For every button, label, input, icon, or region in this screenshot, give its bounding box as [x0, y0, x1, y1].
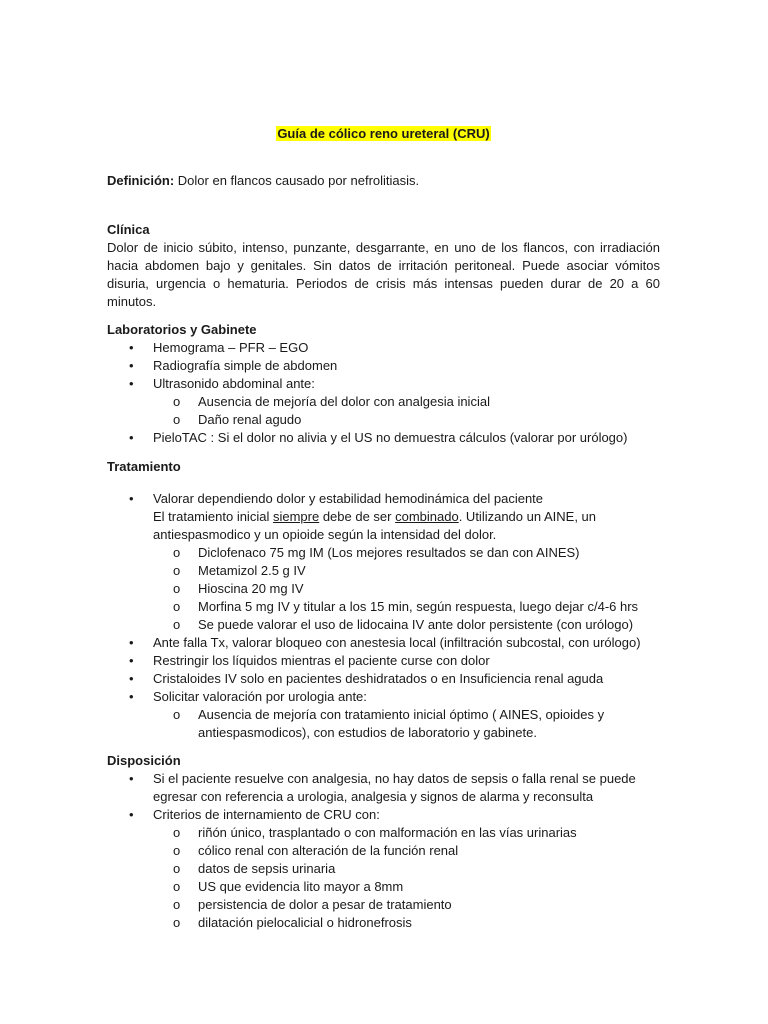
paragraph-part: . Utilizando un AINE, un antiespasmodico y un opioide según la intensidad del dolor. — [153, 509, 597, 542]
list-item-text: Ante falla Tx, valorar bloqueo con anestesia local (infiltración subcostal, con urólogo) — [153, 635, 641, 650]
bullet-icon: • — [129, 653, 134, 668]
list-item-text: Cristaloides IV solo en pacientes deshidratados o en Insuficiencia renal aguda — [153, 671, 604, 686]
circle-bullet-icon: o — [173, 617, 181, 632]
circle-bullet-icon: o — [173, 879, 181, 894]
circle-bullet-icon: o — [173, 581, 181, 596]
disposicion-heading: Disposición — [107, 753, 181, 768]
list-item-text: Metamizol 2.5 g IV — [198, 563, 306, 578]
list-item-text: Criterios de internamiento de CRU con: — [153, 807, 380, 822]
circle-bullet-icon: o — [173, 897, 181, 912]
list-item-text: Ausencia de mejoría con tratamiento inicial óptimo ( AINES, opioides y antiespasmodicos), con estudios de laboratorio y gabinete. — [198, 707, 605, 740]
bullet-icon: • — [129, 689, 134, 704]
bullet-icon: • — [129, 671, 134, 686]
list-item — [107, 339, 660, 357]
circle-bullet-icon: o — [173, 707, 181, 722]
disposicion-list — [107, 770, 660, 932]
list-item — [107, 544, 660, 562]
circle-bullet-icon: o — [173, 599, 181, 614]
list-item-text: Solicitar valoración por urologia ante: — [153, 689, 367, 704]
list-item — [107, 824, 660, 842]
list-item-text: cólico renal con alteración de la función renal — [198, 843, 459, 858]
bullet-icon: • — [129, 376, 134, 391]
list-item-text: dilatación pielocalicial o hidronefrosis — [198, 915, 412, 930]
tratamiento-paragraph — [107, 508, 660, 544]
list-item — [107, 357, 660, 375]
clinica-text: Dolor de inicio súbito, intenso, punzante, desgarrante, en uno de los flancos, con irradiación hacia abdomen bajo y genitales. Sin datos de irritación peritoneal. Puede asociar vómitos disuria, urgencia o hematuria. Periodos de crisis más intensas pueden durar de 20 a 60 minutos. — [107, 240, 660, 309]
tratamiento-list — [107, 490, 660, 508]
list-item-text: persistencia de dolor a pesar de tratamiento — [198, 897, 452, 912]
paragraph-part: El tratamiento inicial — [153, 509, 273, 524]
list-item — [107, 652, 660, 670]
list-item-text: Ultrasonido abdominal ante: — [153, 376, 315, 391]
list-item — [107, 429, 660, 447]
list-item-text: Valorar dependiendo dolor y estabilidad hemodinámica del paciente — [153, 491, 544, 506]
list-item — [107, 375, 660, 393]
clinica-heading: Clínica — [107, 222, 150, 237]
list-item — [107, 670, 660, 688]
list-item — [107, 393, 660, 411]
list-item-text: Hemograma – PFR – EGO — [153, 340, 309, 355]
clinica-section — [107, 221, 660, 311]
circle-bullet-icon: o — [173, 545, 181, 560]
circle-bullet-icon: o — [173, 843, 181, 858]
definition-text: Dolor en flancos causado por nefrolitiasis. — [174, 173, 420, 188]
list-item — [107, 706, 660, 742]
list-item — [107, 634, 660, 652]
laboratorios-heading: Laboratorios y Gabinete — [107, 322, 257, 337]
list-item — [107, 806, 660, 824]
circle-bullet-icon: o — [173, 563, 181, 578]
list-item-text: PieloTAC : Si el dolor no alivia y el US no demuestra cálculos (valorar por urólogo) — [153, 430, 628, 445]
title-wrap — [107, 125, 660, 143]
list-item — [107, 490, 660, 508]
list-item-text: Daño renal agudo — [198, 412, 302, 427]
circle-bullet-icon: o — [173, 861, 181, 876]
list-item — [107, 688, 660, 706]
bullet-icon: • — [129, 340, 134, 355]
list-item — [107, 411, 660, 429]
list-item — [107, 598, 660, 616]
list-item-text: Ausencia de mejoría del dolor con analgesia inicial — [198, 394, 490, 409]
list-item — [107, 842, 660, 860]
list-item-text: Hioscina 20 mg IV — [198, 581, 304, 596]
definition-paragraph — [107, 172, 660, 190]
bullet-icon: • — [129, 358, 134, 373]
list-item-text: Restringir los líquidos mientras el paciente curse con dolor — [153, 653, 490, 668]
list-item — [107, 562, 660, 580]
list-item — [107, 896, 660, 914]
list-item-text: Si el paciente resuelve con analgesia, no hay datos de sepsis o falla renal se puede egresar con referencia a urologia, analgesia y signos de alarma y reconsulta — [153, 771, 636, 804]
laboratorios-section — [107, 321, 660, 447]
paragraph-part: debe de ser — [319, 509, 396, 524]
list-item-text: Diclofenaco 75 mg IM (Los mejores resultados se dan con AINES) — [198, 545, 580, 560]
tratamiento-list-2 — [107, 634, 660, 742]
list-item — [107, 616, 660, 634]
circle-bullet-icon: o — [173, 412, 181, 427]
underlined-word: siempre — [272, 509, 320, 524]
laboratorios-list — [107, 339, 660, 447]
list-item-text: Morfina 5 mg IV y titular a los 15 min, según respuesta, luego dejar c/4-6 hrs — [198, 599, 639, 614]
list-item — [107, 580, 660, 598]
list-item-text: Radiografía simple de abdomen — [153, 358, 338, 373]
tratamiento-heading: Tratamiento — [107, 459, 181, 474]
circle-bullet-icon: o — [173, 915, 181, 930]
list-item-text: riñón único, trasplantado o con malformación en las vías urinarias — [198, 825, 577, 840]
document-title: Guía de cólico reno ureteral (CRU) — [277, 126, 490, 141]
meds-list — [107, 544, 660, 634]
list-item-text: US que evidencia lito mayor a 8mm — [198, 879, 404, 894]
bullet-icon: • — [129, 771, 134, 786]
list-item — [107, 770, 660, 806]
list-item-text: datos de sepsis urinaria — [198, 861, 336, 876]
bullet-icon: • — [129, 491, 134, 506]
list-item — [107, 860, 660, 878]
definition-label: Definición: — [107, 173, 175, 188]
circle-bullet-icon: o — [173, 825, 181, 840]
list-item — [107, 878, 660, 896]
disposicion-section — [107, 752, 660, 932]
list-item — [107, 914, 660, 932]
underlined-word: combinado — [395, 509, 459, 524]
list-item-text: Se puede valorar el uso de lidocaina IV ante dolor persistente (con urólogo) — [198, 617, 634, 632]
tratamiento-section — [107, 490, 660, 742]
circle-bullet-icon: o — [173, 394, 181, 409]
bullet-icon: • — [129, 635, 134, 650]
bullet-icon: • — [129, 430, 134, 445]
bullet-icon: • — [129, 807, 134, 822]
